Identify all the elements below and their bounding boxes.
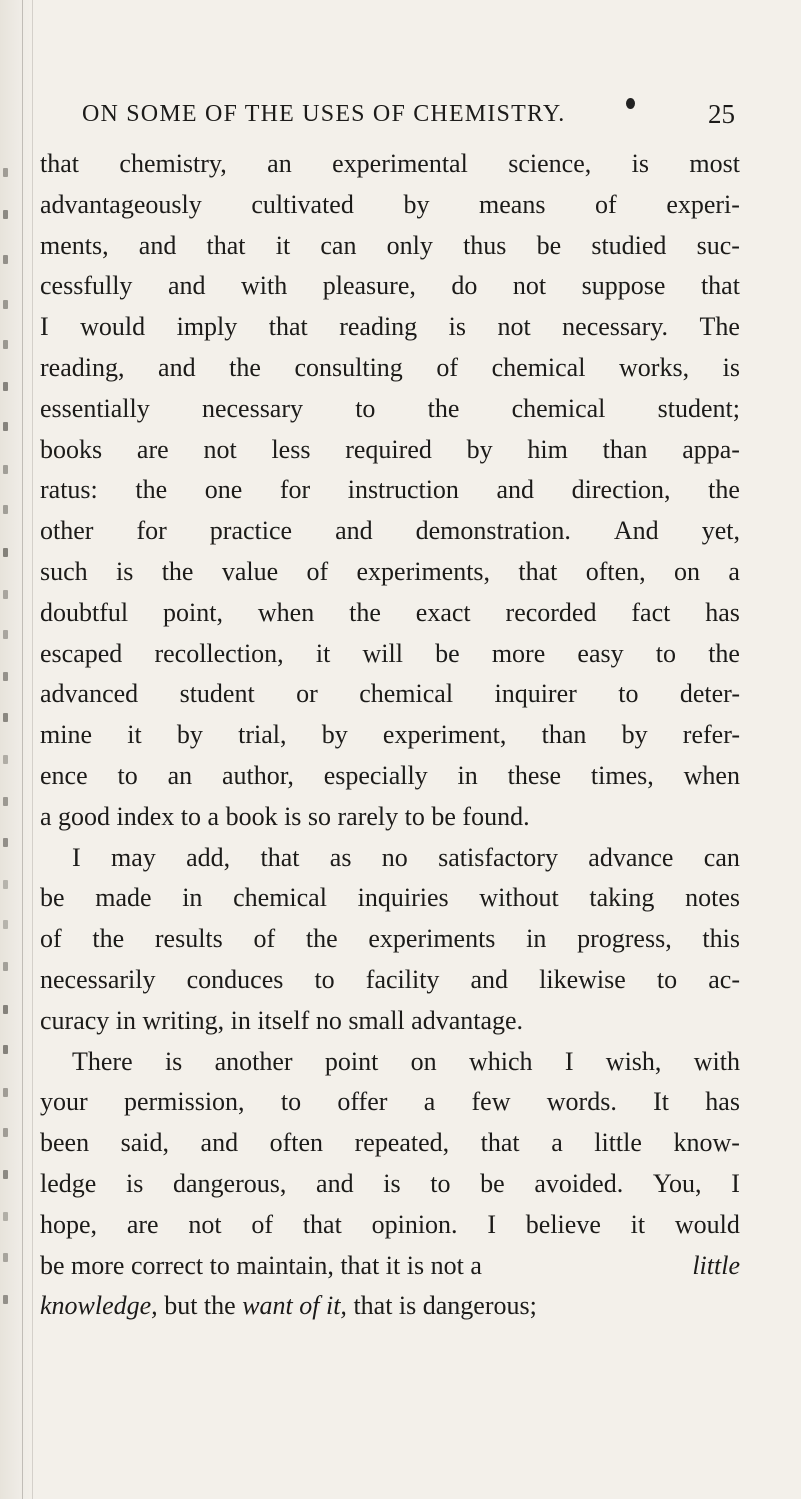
word: appa- <box>682 434 740 464</box>
word: be <box>40 883 65 913</box>
word: inquiries <box>357 883 449 913</box>
word: your <box>40 1087 88 1117</box>
text-line <box>40 511 740 552</box>
text-span: curacy in writing, in itself no small advantage. <box>40 1005 524 1035</box>
text-span: a good index to a book is so rarely to be found. <box>40 801 530 831</box>
margin-mark <box>3 1170 8 1179</box>
word: ence <box>40 760 88 790</box>
word: science, <box>508 149 592 178</box>
page-header <box>0 94 801 134</box>
word: other <box>40 516 94 546</box>
word: student; <box>657 393 740 423</box>
word: be <box>435 638 460 668</box>
text-line <box>40 226 740 267</box>
word: and <box>470 964 509 994</box>
word: has <box>705 1087 740 1117</box>
word: in <box>526 924 547 954</box>
margin-mark <box>3 300 8 309</box>
word: recorded <box>505 597 597 627</box>
word: add, <box>186 842 231 872</box>
word: it <box>315 638 331 668</box>
word: imply <box>176 312 238 342</box>
word: little <box>594 1128 642 1158</box>
word: by <box>321 720 348 750</box>
italic-text: want of it, <box>242 1291 347 1321</box>
word: the <box>229 352 261 382</box>
word: required <box>345 434 432 464</box>
word: less <box>271 434 311 464</box>
word: be <box>480 1168 505 1198</box>
margin-mark <box>3 590 8 599</box>
text-line <box>40 552 740 593</box>
word: chemistry, <box>119 149 227 178</box>
word: a <box>728 556 740 586</box>
word: And <box>613 516 659 546</box>
text-line <box>40 389 740 430</box>
word: with <box>241 271 288 301</box>
word: conduces <box>186 964 284 994</box>
word: by <box>466 434 493 464</box>
word: not <box>497 312 531 342</box>
word: necessary <box>201 393 304 423</box>
word: an <box>167 760 193 790</box>
word: pleasure, <box>322 271 416 301</box>
word: advance <box>588 842 674 872</box>
word: to <box>280 1087 302 1117</box>
word: fact <box>631 597 671 627</box>
margin-mark <box>3 755 8 764</box>
word: of <box>40 924 62 954</box>
word: in <box>182 883 203 913</box>
word: of <box>306 556 329 586</box>
text-line <box>40 348 740 389</box>
word: is <box>164 1046 183 1076</box>
word: and <box>138 230 177 260</box>
word: I <box>564 1046 574 1076</box>
word: satisfactory <box>438 842 558 872</box>
word: most <box>689 149 740 178</box>
word: to <box>656 964 678 994</box>
word: are <box>136 434 169 464</box>
word: to <box>355 393 376 423</box>
margin-mark <box>3 713 8 722</box>
italic-text: knowledge, <box>40 1291 158 1321</box>
word: experimental <box>332 149 468 178</box>
word: is <box>631 149 649 178</box>
word: the <box>349 597 381 627</box>
word: experi- <box>666 189 740 219</box>
word: or <box>296 679 318 709</box>
running-head: ON SOME OF THE USES OF CHEMISTRY. <box>82 101 566 127</box>
word: results <box>154 924 223 954</box>
word: than <box>602 434 648 464</box>
text-line <box>40 960 740 1001</box>
word: this <box>702 924 740 954</box>
word: and <box>200 1128 239 1158</box>
word: may <box>111 842 156 872</box>
word: that <box>260 842 300 872</box>
margin-mark <box>3 1295 8 1304</box>
word: an <box>267 149 292 178</box>
word: means <box>479 189 546 219</box>
word: progress, <box>577 924 672 954</box>
word: essentially <box>40 393 150 423</box>
word: opinion. <box>371 1209 458 1239</box>
word: the <box>427 393 460 423</box>
text-span: be more correct to maintain, that it is not a <box>40 1250 482 1280</box>
text-line <box>40 144 740 185</box>
word: especially <box>323 760 428 790</box>
word: not <box>188 1209 222 1239</box>
word: advantageously <box>40 189 202 219</box>
text-span: but the <box>157 1291 243 1321</box>
word: by <box>176 720 203 750</box>
text-line <box>40 634 740 675</box>
word: facility <box>365 964 440 994</box>
word: for <box>136 516 167 546</box>
word: to <box>430 1168 451 1198</box>
word: the <box>92 924 125 954</box>
margin-mark <box>3 1212 8 1221</box>
word: no <box>381 842 408 872</box>
word: can <box>703 842 740 872</box>
word: when <box>257 597 315 627</box>
word: recollection, <box>154 638 284 668</box>
italic-text: little <box>692 1250 740 1280</box>
word: cessfully <box>40 271 133 301</box>
word: I <box>487 1209 497 1239</box>
word: often <box>269 1128 324 1158</box>
word: value <box>221 556 279 586</box>
word: instruction <box>347 475 459 505</box>
word: refer- <box>682 720 740 750</box>
text-line <box>40 1123 740 1164</box>
word: ratus: <box>40 475 98 505</box>
word: that <box>480 1128 520 1158</box>
word: it <box>127 720 142 750</box>
word: that <box>302 1209 342 1239</box>
text-span: that is dangerous; <box>346 1291 537 1321</box>
text-line <box>40 1042 740 1083</box>
text-line <box>40 266 740 307</box>
word: for <box>279 475 311 505</box>
word: be <box>536 230 562 260</box>
word: the <box>135 475 168 505</box>
word: likewise <box>539 964 626 994</box>
word: the <box>305 924 338 954</box>
word: of <box>253 924 276 954</box>
word: permission, <box>123 1087 245 1117</box>
margin-mark <box>3 1253 8 1262</box>
word: to <box>314 964 335 994</box>
word: a <box>423 1087 436 1117</box>
word: by <box>621 720 648 750</box>
word: would <box>80 312 146 342</box>
word: these <box>507 760 562 790</box>
margin-mark <box>3 672 8 681</box>
word: with <box>693 1046 740 1076</box>
text-line <box>40 307 740 348</box>
word: point <box>324 1046 379 1076</box>
margin-mark <box>3 1005 8 1014</box>
word: made <box>95 883 152 913</box>
word: experiments, <box>356 556 491 586</box>
margin-mark <box>3 1128 8 1137</box>
word: do <box>451 271 478 301</box>
margin-mark <box>3 465 8 474</box>
word: one <box>204 475 243 505</box>
word: I <box>72 842 81 872</box>
word: repeated, <box>354 1128 450 1158</box>
word: times, <box>590 760 654 790</box>
margin-mark <box>3 382 8 391</box>
word: exact <box>415 597 471 627</box>
word: to <box>655 638 677 668</box>
word: suppose <box>581 271 666 301</box>
text-line <box>40 919 740 960</box>
word: ac- <box>708 964 740 994</box>
binding-line <box>32 0 33 1499</box>
word: author, <box>221 760 294 790</box>
word: which <box>468 1046 533 1076</box>
word: and <box>335 516 373 546</box>
text-line <box>40 470 740 511</box>
word: when <box>683 760 740 790</box>
word: is <box>722 352 740 382</box>
word: as <box>329 842 352 872</box>
text-line <box>40 1001 740 1042</box>
margin-mark <box>3 838 8 847</box>
word: notes <box>685 883 740 913</box>
word: that <box>700 271 740 301</box>
margin-mark <box>3 880 8 889</box>
word: works, <box>619 352 690 382</box>
word: escaped <box>40 638 123 668</box>
word: the <box>708 638 740 668</box>
word: chemical <box>233 883 327 913</box>
word: books <box>40 434 103 464</box>
margin-mark <box>3 168 8 177</box>
margin-mark <box>3 962 8 971</box>
word: I <box>40 312 49 342</box>
word: The <box>699 312 740 342</box>
word: is <box>116 556 134 586</box>
word: know- <box>673 1128 740 1158</box>
word: offer <box>337 1087 388 1117</box>
margin-mark <box>3 255 8 264</box>
margin-mark <box>3 548 8 557</box>
word: on <box>410 1046 437 1076</box>
word: to <box>618 679 639 709</box>
word: in <box>457 760 478 790</box>
word: and <box>316 1168 354 1198</box>
word: cultivated <box>251 189 354 219</box>
page-gutter <box>0 0 34 1499</box>
word: to <box>117 760 138 790</box>
word: without <box>479 883 559 913</box>
word: practice <box>209 516 293 546</box>
word: taking <box>589 883 655 913</box>
margin-mark <box>3 505 8 514</box>
text-line <box>40 797 740 838</box>
word: of <box>436 352 459 382</box>
word: will <box>362 638 403 668</box>
word: few <box>471 1087 511 1117</box>
word: of <box>251 1209 274 1239</box>
word: by <box>403 189 430 219</box>
word: reading, <box>40 352 125 382</box>
margin-mark <box>3 920 8 929</box>
word: easy <box>577 638 624 668</box>
word: not <box>203 434 237 464</box>
word: than <box>541 720 587 750</box>
text-line <box>40 756 740 797</box>
word: more <box>491 638 546 668</box>
word: a <box>551 1128 563 1158</box>
text-line <box>40 593 740 634</box>
word: chemical <box>511 393 606 423</box>
word: thus <box>463 230 507 260</box>
word: is <box>383 1168 401 1198</box>
word: It <box>653 1087 670 1117</box>
word: reading <box>339 312 418 342</box>
word: that <box>206 230 246 260</box>
word: advanced <box>40 679 139 709</box>
word: and <box>158 352 196 382</box>
word: demonstration. <box>415 516 571 546</box>
word: studied <box>591 230 667 260</box>
word: is <box>125 1168 144 1198</box>
word: believe <box>525 1209 601 1239</box>
word: another <box>214 1046 293 1076</box>
word: and <box>496 475 535 505</box>
word: trial, <box>238 720 287 750</box>
word: There <box>72 1046 133 1076</box>
word: mine <box>40 720 92 750</box>
word: hope, <box>40 1209 98 1239</box>
word: often, <box>585 556 646 586</box>
word: student <box>179 679 255 709</box>
margin-mark <box>3 422 8 431</box>
word: that <box>268 312 308 342</box>
page-number: 25 <box>708 99 735 129</box>
word: on <box>674 556 701 586</box>
word: been <box>40 1128 90 1158</box>
word: avoided. <box>534 1168 624 1198</box>
word: deter- <box>679 679 740 709</box>
word: wish, <box>605 1046 662 1076</box>
binding-line <box>22 0 23 1499</box>
print-mark <box>626 98 635 109</box>
word: direction, <box>571 475 671 505</box>
text-line <box>40 674 740 715</box>
word: can <box>320 230 357 260</box>
word: ledge <box>40 1168 97 1198</box>
word: words. <box>546 1087 617 1117</box>
word: ments, <box>40 230 109 260</box>
margin-mark <box>3 1088 8 1097</box>
word: only <box>386 230 433 260</box>
word: point, <box>163 597 223 627</box>
text-line <box>40 185 740 226</box>
word: it <box>275 230 291 260</box>
word: that <box>40 149 79 178</box>
text-line <box>40 1246 740 1287</box>
word: him <box>527 434 568 464</box>
text-line <box>40 1082 740 1123</box>
word: and <box>167 271 206 301</box>
word: has <box>705 597 740 627</box>
word: it <box>630 1209 646 1239</box>
text-line <box>40 1286 740 1327</box>
word: dangerous, <box>173 1168 287 1198</box>
word: yet, <box>701 516 740 546</box>
word: You, <box>652 1168 702 1198</box>
text-line <box>40 430 740 471</box>
text-line <box>40 878 740 919</box>
word: I <box>731 1168 740 1198</box>
word: the <box>161 556 194 586</box>
word: experiments <box>368 924 496 954</box>
word: such <box>40 556 88 586</box>
word: the <box>708 475 740 505</box>
margin-mark <box>3 340 8 349</box>
margin-mark <box>3 1045 8 1054</box>
body-text <box>40 144 740 1327</box>
word: would <box>674 1209 740 1239</box>
text-line <box>40 1205 740 1246</box>
margin-mark <box>3 797 8 806</box>
word: doubtful <box>40 597 129 627</box>
word: is <box>448 312 466 342</box>
word: of <box>595 189 617 219</box>
text-line <box>40 838 740 879</box>
word: not <box>512 271 547 301</box>
text-line <box>40 1164 740 1205</box>
margin-mark <box>3 210 8 219</box>
word: that <box>518 556 558 586</box>
word: inquirer <box>494 679 577 709</box>
text-line <box>40 715 740 756</box>
word: are <box>126 1209 159 1239</box>
word: chemical <box>359 679 454 709</box>
word: suc- <box>696 230 740 260</box>
word: experiment, <box>382 720 507 750</box>
word: necessarily <box>40 964 156 994</box>
word: said, <box>120 1128 170 1158</box>
word: necessary. <box>562 312 669 342</box>
margin-mark <box>3 630 8 639</box>
word: chemical <box>491 352 586 382</box>
word: consulting <box>294 352 403 382</box>
